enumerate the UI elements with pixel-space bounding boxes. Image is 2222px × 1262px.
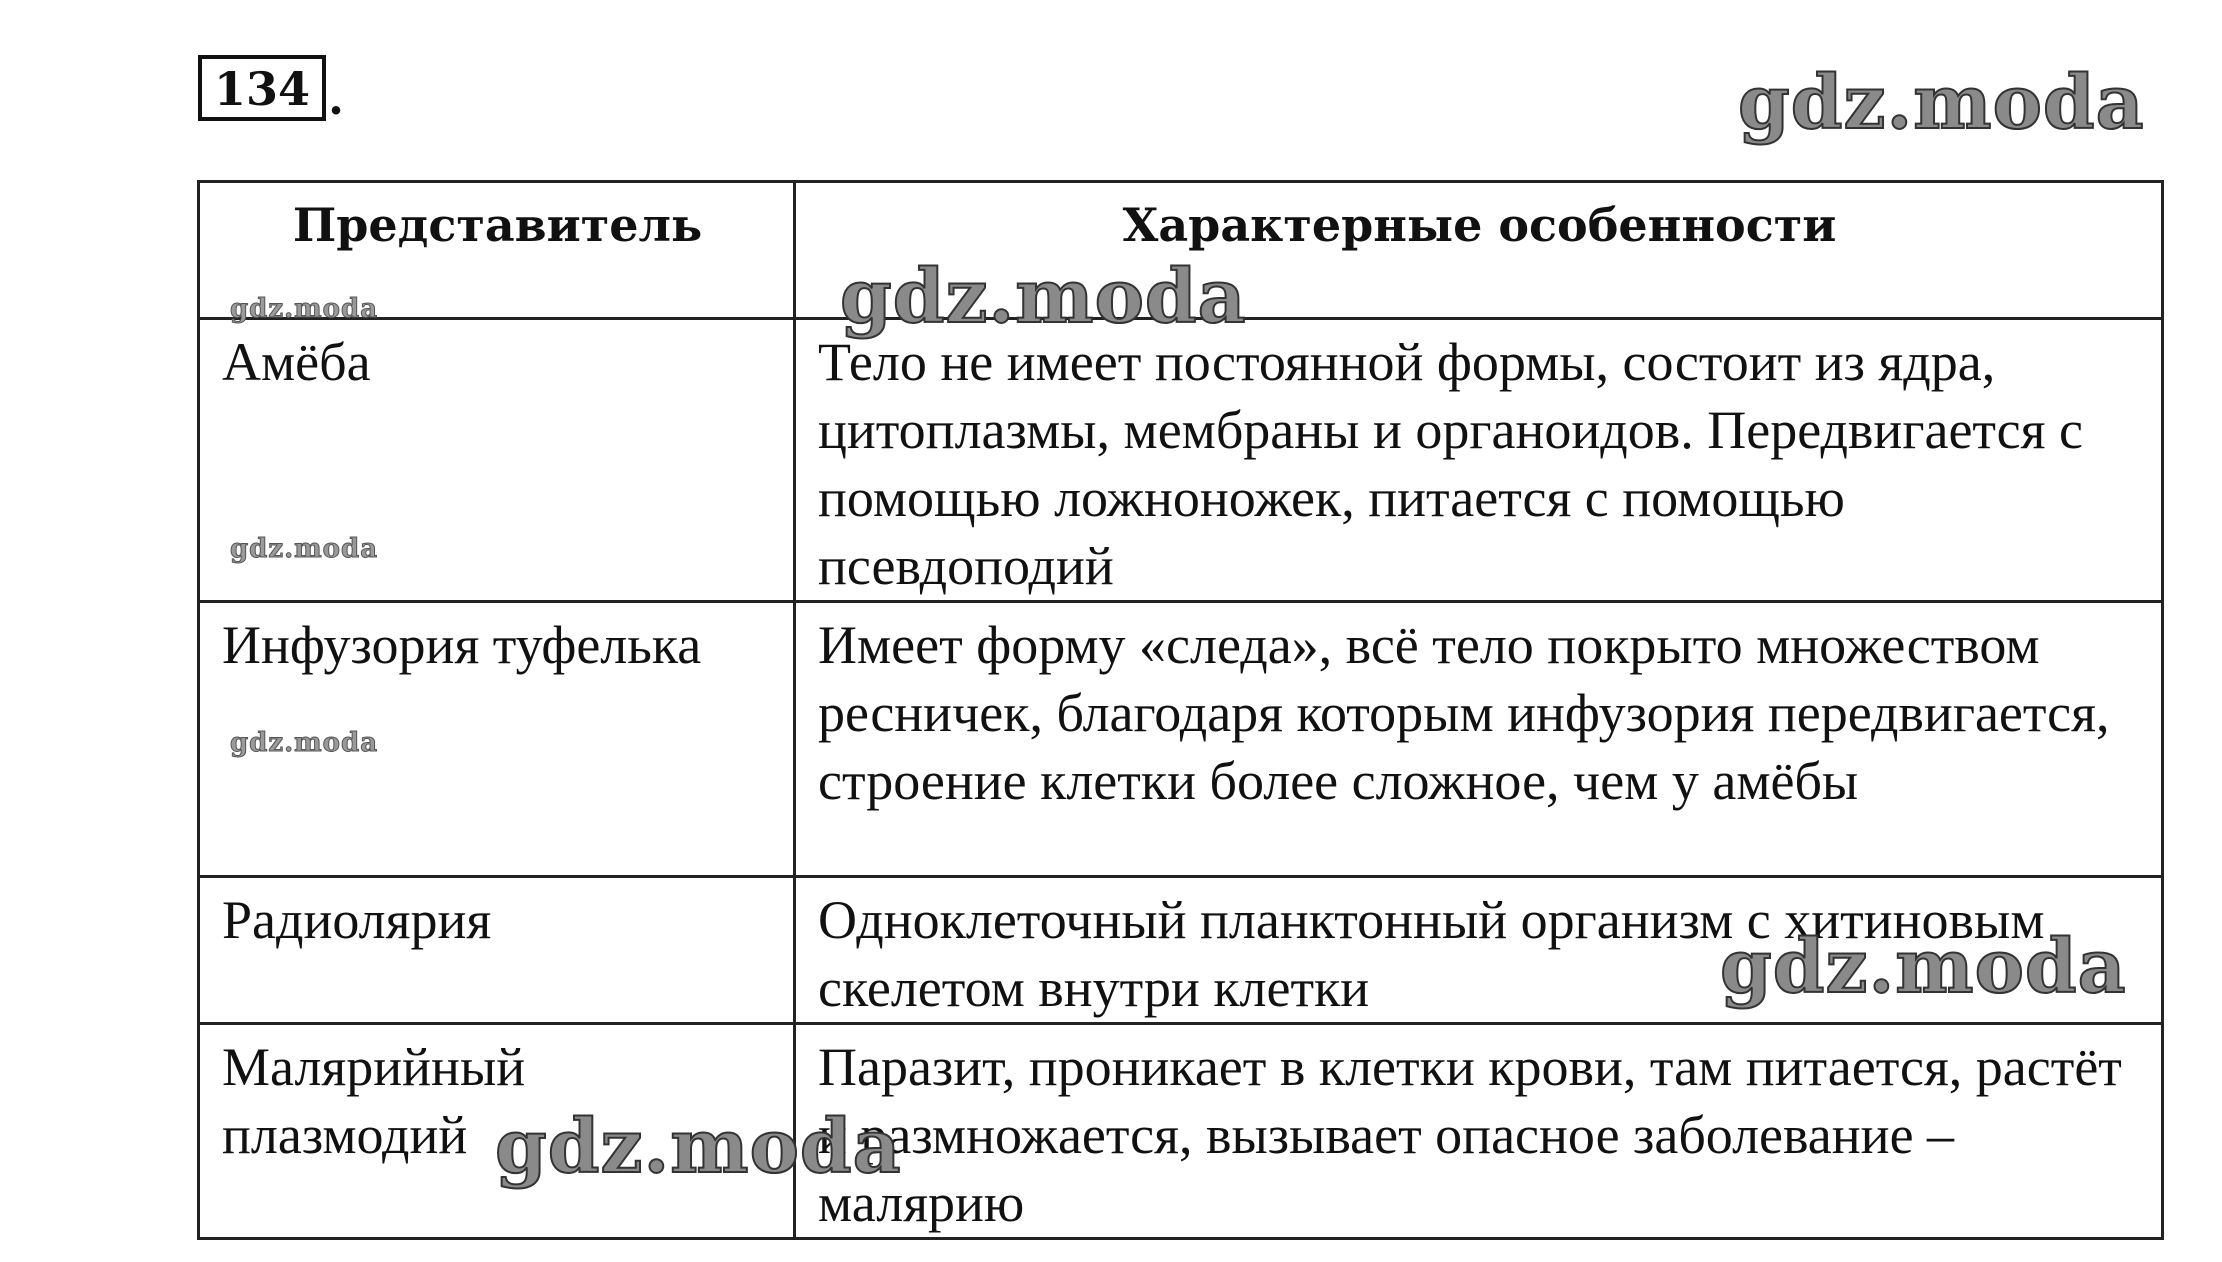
header-features: Характерные особенности [795, 182, 2163, 319]
representative-cell: Радиолярия [199, 877, 795, 1024]
watermark-top-right: gdz.moda [1738, 60, 2145, 146]
watermark-small: gdz.moda [230, 534, 379, 564]
features-cell: Имеет форму «следа», всё тело покрыто множеством ресничек, благодаря которым инфузория передвигается, строение клетки более сложное, чем у амёбы [795, 602, 2163, 877]
features-cell: Паразит, проникает в клетки крови, там питается, растёт и размножается, вызывает опасное заболевание – малярию [795, 1024, 2163, 1239]
watermark-small: gdz.moda [230, 294, 379, 324]
task-number-dot: . [328, 71, 345, 125]
table-row [199, 602, 2163, 877]
watermark-small: gdz.moda [230, 728, 379, 758]
task-number [198, 55, 345, 125]
representative-cell: Амёба [199, 319, 795, 602]
watermark-bottom-left: gdz.moda [495, 1104, 902, 1190]
representative-cell: Малярийный плазмодий [199, 1024, 795, 1239]
table-row [199, 319, 2163, 602]
task-number-box: 134 [198, 55, 326, 121]
watermark-mid-right: gdz.moda [1720, 924, 2127, 1010]
features-cell: Одноклеточный планктонный организм с хитиновым скелетом внутри клетки [795, 877, 2163, 1024]
header-representative: Представитель [199, 182, 795, 319]
table-row [199, 1024, 2163, 1239]
features-cell: Тело не имеет постоянной формы, состоит из ядра, цитоплазмы, мембраны и органоидов. Передвигается с помощью ложноножек, питается с помощью псевдоподий [795, 319, 2163, 602]
watermark-header: gdz.moda [840, 254, 1247, 340]
representative-cell: Инфузория туфелька [199, 602, 795, 877]
